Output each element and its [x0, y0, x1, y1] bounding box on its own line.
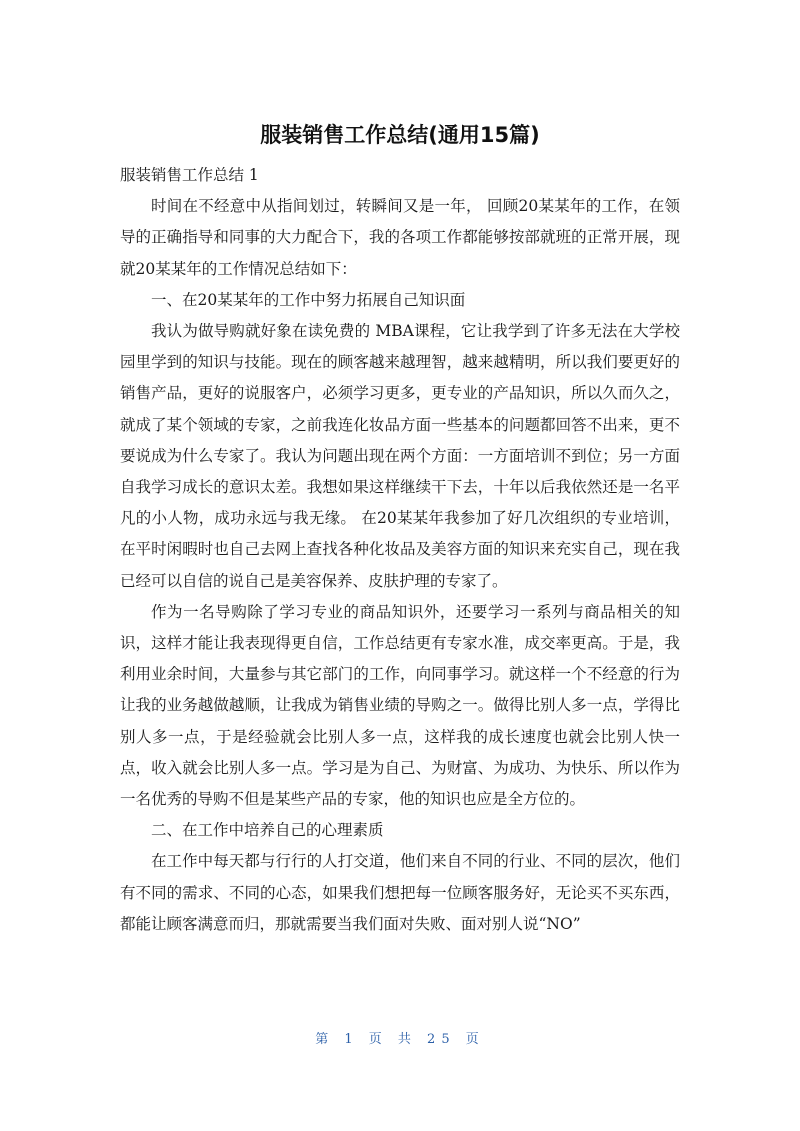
paragraph: 我认为做导购就好象在读免费的 MBA课程，它让我学到了许多无法在大学校园里学到的知识与技能。现在的顾客越来越理智，越来越精明，所以我们要更好的销售产品，更好的说服客户，必须学习更多，更专业的产品知识，所以久而久之，就成了某个领域的专家，之前我连化妆品方面一些基本的问题都回答不出来，更不要说成为什么专家了。我认为问题出现在两个方面：一方面培训不到位；另一方面自我学习成长的意识太差。我想如果这样继续干下去，十年以后我依然还是一名平凡的小人物，成功永远与我无缘。 在20某某年我参加了好几次组织的专业培训，在平时闲暇时也自己去网上查找各种化妆品及美容方面的知识来充实自己，现在我已经可以自信的说自己是美容保养、皮肤护理的专家了。 — [120, 322, 680, 590]
paragraph: 作为一名导购除了学习专业的商品知识外，还要学习一系列与商品相关的知识，这样才能让我表现得更自信，工作总结更有专家水准，成交率更高。于是，我利用业余时间，大量参与其它部门的工作，向同事学习。就这样一个不经意的行为让我的业务越做越顺，让我成为销售业绩的导购之一。做得比别人多一点，学得比别人多一点，于是经验就会比别人多一点，这样我的成长速度也就会比别人快一点，收入就会比别人多一点。学习是为自己、为财富、为成功、为快乐、所以作为一名优秀的导购不但是某些产品的专家，他的知识也应是全方位的。 — [120, 602, 680, 809]
section-subtitle: 服装销售工作总结 1 — [120, 166, 259, 184]
document-body — [120, 160, 680, 940]
section-heading: 二、在工作中培养自己的心理素质 — [151, 821, 384, 840]
paragraph: 时间在不经意中从指间划过，转瞬间又是一年， 回顾20某某年的工作，在领导的正确指导和同事的大力配合下，我的各项工作都能够按部就班的正常开展，现就20某某年的工作情况总结如下： — [120, 197, 680, 278]
document-title: 服装销售工作总结(通用15篇) — [260, 123, 540, 147]
paragraph: 在工作中每天都与行行的人打交道，他们来自不同的行业、不同的层次，他们有不同的需求、不同的心态，如果我们想把每一位顾客服务好，无论买不买东西，都能让顾客满意而归，那就需要当我们面对失败、面对别人说“NO” — [120, 852, 680, 933]
section-heading: 一、在20某某年的工作中努力拓展自己知识面 — [151, 290, 466, 309]
page-number-footer: 第 1 页 共 25 页 — [315, 1032, 485, 1047]
